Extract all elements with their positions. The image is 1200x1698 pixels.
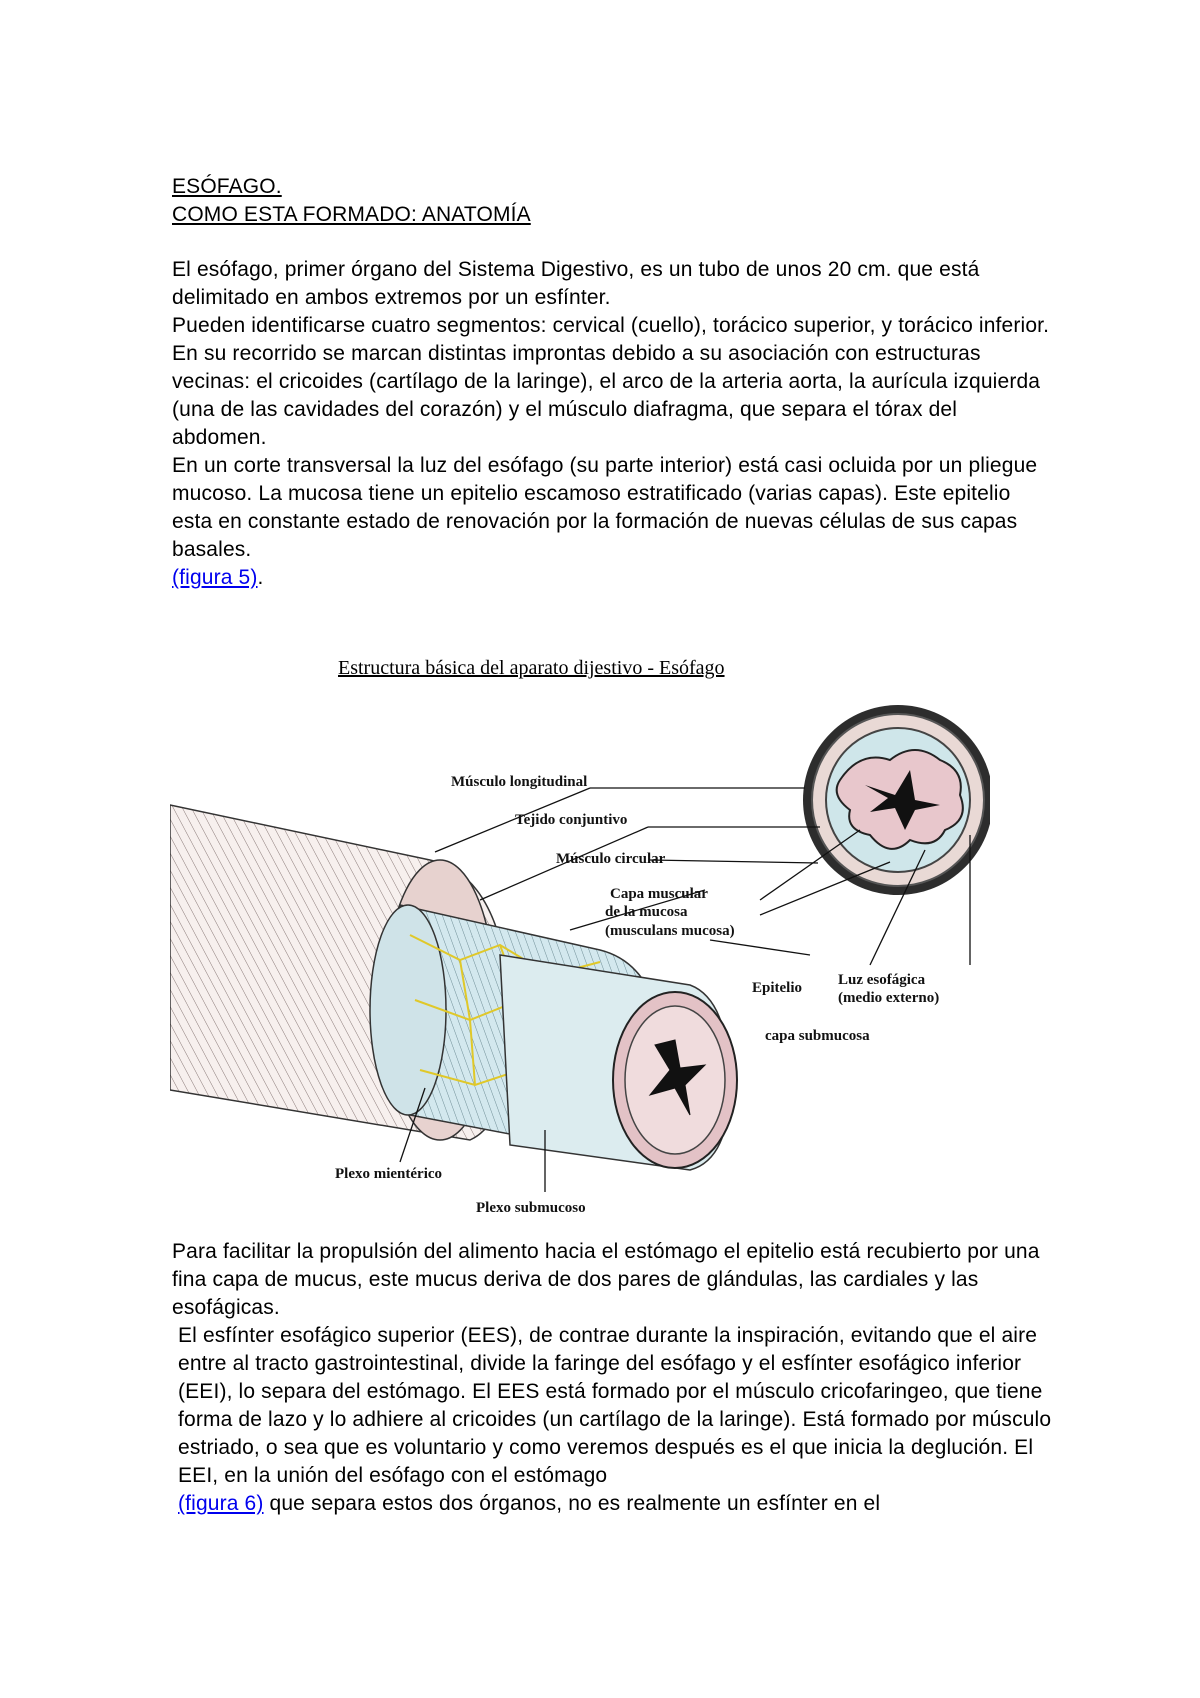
label-luz-esofagica-1: Luz esofágica: [838, 972, 926, 988]
middle-layer-cut-face: [370, 905, 446, 1115]
intro-paragraph-3-end: .: [257, 566, 264, 589]
body2-paragraph-2: [172, 1322, 1052, 1518]
intro-paragraph-2: Pueden identificarse cuatro segmentos: cervical (cuello), torácico superior, y torácico inferior. En su recorrido se marcan distintas improntas debido a su asociación con estructuras vecinas: el cricoides (cartílago de la laringe), el arco de la arteria aorta, la aurícula izquierda (una de las cavidades del corazón) y el músculo diafragma, que separa el tórax del abdomen.: [172, 314, 1050, 449]
label-luz-esofagica-2: (medio externo): [838, 990, 940, 1006]
label-capa-muscular-1: Capa muscular: [610, 886, 708, 902]
figure-title: Estructura básica del aparato dijestivo - Esófago: [338, 657, 725, 679]
figure-5-link[interactable]: (figura 5): [172, 566, 258, 589]
intro-paragraph-3: [172, 452, 1052, 592]
document-heading: [172, 173, 1052, 229]
body2-paragraph-2-text: El esfínter esofágico superior (EES), de contrae durante la inspiración, evitando que el aire entre al tracto gastrointestinal, divide la faringe del esófago y el esfínter esofágico inferior (EEI), lo separa del estómago. El EES está formado por el músculo cricofaringeo, que tiene forma de lazo y lo adhiere al cricoides (un cartílago de la laringe). Está formado por músculo estriado, o sea que es voluntario y como veremos después es el que inicia la deglución. El EEI, en la unión del esófago con el estómago: [178, 1324, 1052, 1487]
label-capa-muscular-3: (musculans mucosa): [605, 923, 735, 939]
body2-paragraph-2-end: que separa estos dos órganos, no es realmente un esfínter en el: [263, 1492, 881, 1515]
intro-paragraph-3-text: En un corte transversal la luz del esófago (su parte interior) está casi ocluida por un pliegue mucoso. La mucosa tiene un epitelio escamoso estratificado (varias capas). Este epitelio esta en constante estado de renovación por la formación de nuevas células de sus capas basales.: [172, 454, 1038, 561]
figure-6-link[interactable]: (figura 6): [178, 1492, 264, 1515]
label-musculo-circular: Músculo circular: [556, 851, 666, 867]
intro-paragraph-1: El esófago, primer órgano del Sistema Digestivo, es un tubo de unos 20 cm. que está delimitado en ambos extremos por un esfínter.: [172, 258, 980, 309]
label-plexo-submucoso: Plexo submucoso: [476, 1200, 586, 1216]
label-musculo-longitudinal: Músculo longitudinal: [451, 774, 588, 790]
esophagus-diagram: [170, 700, 990, 1225]
heading-subtitle: COMO ESTA FORMADO: ANATOMÍA: [172, 203, 531, 226]
intro-section: [172, 256, 1052, 592]
esophagus-end-section: [613, 992, 737, 1168]
label-plexo-mienterico: Plexo mientérico: [335, 1166, 443, 1182]
heading-title: ESÓFAGO.: [172, 175, 282, 198]
label-tejido-conjuntivo: Tejido conjuntivo: [515, 812, 628, 828]
label-capa-submucosa: capa submucosa: [765, 1028, 870, 1044]
esophagus-cross-section: [803, 705, 990, 895]
body-section-2: [172, 1238, 1052, 1518]
label-epitelio: Epitelio: [752, 980, 803, 996]
body2-paragraph-1: Para facilitar la propulsión del alimento hacia el estómago el epitelio está recubierto por una fina capa de mucus, este mucus deriva de dos pares de glándulas, las cardiales y las esofágicas.: [172, 1240, 1040, 1319]
label-capa-muscular-2: de la mucosa: [605, 904, 688, 920]
